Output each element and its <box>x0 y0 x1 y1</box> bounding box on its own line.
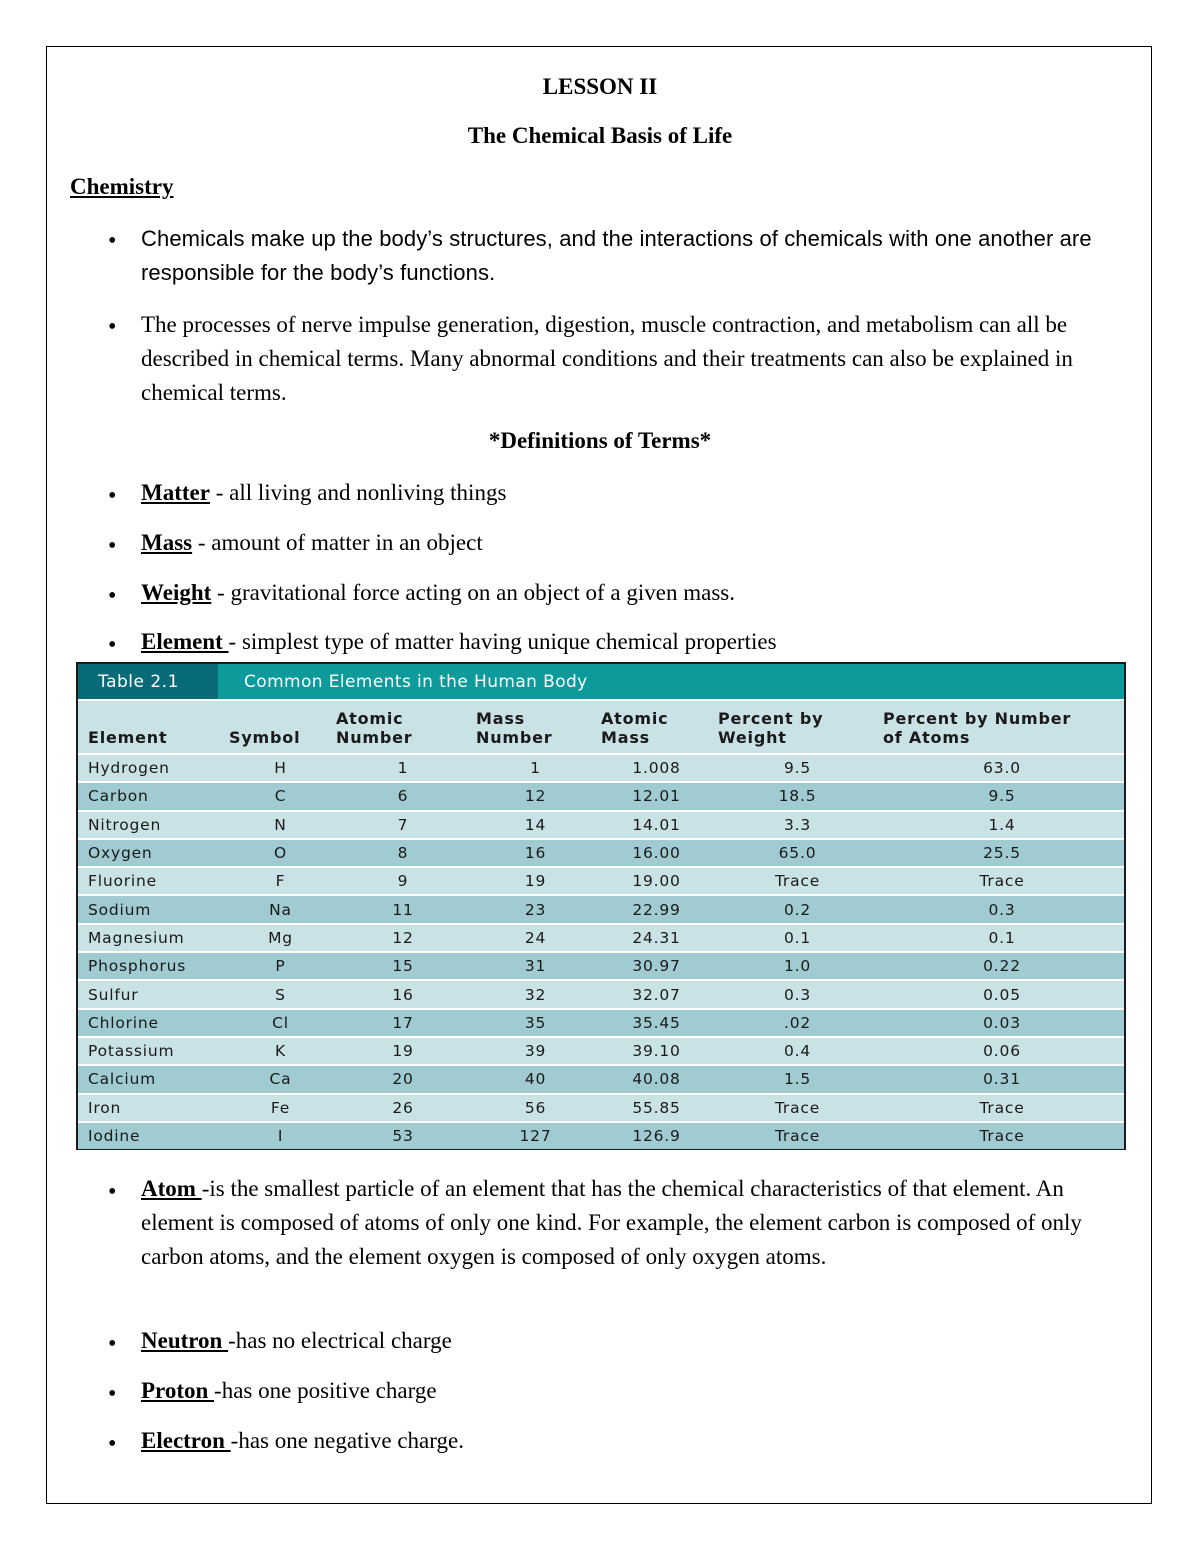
col-header-text: of Atoms <box>883 728 971 747</box>
definition-separator: - <box>209 480 230 505</box>
cell-percent-weight: Trace <box>715 867 880 895</box>
cell-mass-number: 19 <box>473 867 598 895</box>
cell-symbol: C <box>228 782 333 810</box>
cell-atomic-mass: 19.00 <box>598 867 715 895</box>
cell-atomic-number: 19 <box>333 1037 473 1065</box>
cell-percent-weight: 0.2 <box>715 895 880 923</box>
cell-percent-weight: 9.5 <box>715 755 880 782</box>
cell-element: Calcium <box>78 1065 228 1093</box>
cell-atomic-number: 20 <box>333 1065 473 1093</box>
cell-atomic-mass: 12.01 <box>598 782 715 810</box>
cell-element: Potassium <box>78 1037 228 1065</box>
definition-separator: - <box>192 530 212 555</box>
table-row <box>78 1037 1124 1065</box>
cell-element: Iodine <box>78 1122 228 1149</box>
cell-atomic-mass: 22.99 <box>598 895 715 923</box>
elements-table-body <box>78 755 1124 1149</box>
table-row <box>78 1094 1124 1122</box>
term-label: Element <box>141 629 229 654</box>
cell-atomic-number: 15 <box>333 952 473 980</box>
cell-element: Oxygen <box>78 839 228 867</box>
cell-symbol: S <box>228 980 333 1008</box>
bullet-dot: • <box>108 1431 117 1457</box>
term-label: Proton <box>141 1378 215 1403</box>
definition-text: amount of matter in an object <box>211 530 483 555</box>
table-row <box>78 952 1124 980</box>
cell-percent-atoms: Trace <box>880 1122 1124 1149</box>
cell-atomic-mass: 32.07 <box>598 980 715 1008</box>
cell-element: Iron <box>78 1094 228 1122</box>
cell-percent-atoms: 0.3 <box>880 895 1124 923</box>
cell-mass-number: 35 <box>473 1009 598 1037</box>
cell-atomic-number: 53 <box>333 1122 473 1149</box>
definition-atom <box>141 1172 1116 1274</box>
cell-symbol: K <box>228 1037 333 1065</box>
cell-percent-weight: 0.1 <box>715 924 880 952</box>
cell-symbol: Fe <box>228 1094 333 1122</box>
term-label: Neutron <box>141 1328 229 1353</box>
cell-mass-number: 16 <box>473 839 598 867</box>
col-header-symbol <box>229 728 300 747</box>
cell-mass-number: 23 <box>473 895 598 923</box>
definitions-heading: *Definitions of Terms* <box>488 428 712 453</box>
table-row <box>78 867 1124 895</box>
cell-percent-atoms: 0.05 <box>880 980 1124 1008</box>
definition-weight <box>141 576 1116 610</box>
term-label: Electron <box>141 1428 231 1453</box>
bullet-dot: • <box>108 533 117 559</box>
cell-percent-weight: 3.3 <box>715 811 880 839</box>
cell-percent-atoms: 0.06 <box>880 1037 1124 1065</box>
cell-atomic-number: 16 <box>333 980 473 1008</box>
definition-text: -is the smallest particle of an element that has the chemical characteristics of that element. An element is composed of atoms of only one kind. For example, the element carbon is composed of only carbon atoms, and the element oxygen is composed of only oxygen atoms. <box>141 1176 1082 1269</box>
cell-percent-atoms: 0.31 <box>880 1065 1124 1093</box>
term-label: Atom <box>141 1176 202 1201</box>
col-header-percent-weight <box>718 709 823 747</box>
cell-atomic-number: 6 <box>333 782 473 810</box>
cell-symbol: Ca <box>228 1065 333 1093</box>
cell-element: Hydrogen <box>78 755 228 782</box>
lesson-heading: LESSON II <box>542 74 658 99</box>
cell-percent-atoms: Trace <box>880 1094 1124 1122</box>
cell-atomic-number: 12 <box>333 924 473 952</box>
bullet-dot: • <box>108 1331 117 1357</box>
col-header-text: Atomic <box>336 709 404 728</box>
table-label: Table 2.1 <box>78 664 218 699</box>
cell-atomic-number: 26 <box>333 1094 473 1122</box>
cell-element: Sodium <box>78 895 228 923</box>
definition-element <box>141 625 1116 659</box>
col-header-text: Symbol <box>229 728 301 747</box>
definition-mass <box>141 526 1116 560</box>
cell-percent-atoms: 63.0 <box>880 755 1124 782</box>
col-header-text: Atomic <box>601 709 669 728</box>
cell-atomic-mass: 1.008 <box>598 755 715 782</box>
bullet-dot: • <box>108 1179 117 1205</box>
cell-percent-atoms: 0.22 <box>880 952 1124 980</box>
cell-percent-weight: 1.0 <box>715 952 880 980</box>
cell-element: Carbon <box>78 782 228 810</box>
definition-text: simplest type of matter having unique chemical properties <box>241 629 777 654</box>
bullet-dot: • <box>108 228 117 254</box>
table-row <box>78 782 1124 810</box>
page-title: The Chemical Basis of Life <box>467 123 733 148</box>
col-header-text: Mass <box>476 709 525 728</box>
definition-proton <box>141 1374 1116 1408</box>
elements-table <box>76 662 1126 1150</box>
col-header-element <box>88 728 167 747</box>
cell-atomic-mass: 14.01 <box>598 811 715 839</box>
cell-element: Chlorine <box>78 1009 228 1037</box>
col-header-mass-number <box>476 709 552 747</box>
cell-element: Sulfur <box>78 980 228 1008</box>
cell-percent-atoms: 0.1 <box>880 924 1124 952</box>
cell-symbol: P <box>228 952 333 980</box>
table-row <box>78 1009 1124 1037</box>
cell-percent-weight: 1.5 <box>715 1065 880 1093</box>
chemistry-heading: Chemistry <box>70 174 174 199</box>
term-label: Matter <box>141 480 210 505</box>
cell-symbol: O <box>228 839 333 867</box>
cell-percent-weight: .02 <box>715 1009 880 1037</box>
cell-symbol: F <box>228 867 333 895</box>
cell-atomic-mass: 16.00 <box>598 839 715 867</box>
bullet-dot: • <box>108 632 117 658</box>
cell-mass-number: 12 <box>473 782 598 810</box>
cell-mass-number: 127 <box>473 1122 598 1149</box>
cell-symbol: N <box>228 811 333 839</box>
col-header-percent-atoms <box>883 709 1071 747</box>
cell-symbol: Mg <box>228 924 333 952</box>
cell-percent-atoms: Trace <box>880 867 1124 895</box>
table-row <box>78 839 1124 867</box>
cell-percent-weight: 18.5 <box>715 782 880 810</box>
cell-mass-number: 1 <box>473 755 598 782</box>
table-row <box>78 811 1124 839</box>
cell-percent-atoms: 9.5 <box>880 782 1124 810</box>
cell-percent-atoms: 1.4 <box>880 811 1124 839</box>
col-header-atomic-mass <box>601 709 668 747</box>
definition-text: gravitational force acting on an object of a given mass. <box>230 580 735 605</box>
cell-element: Magnesium <box>78 924 228 952</box>
cell-atomic-mass: 40.08 <box>598 1065 715 1093</box>
cell-percent-weight: 0.4 <box>715 1037 880 1065</box>
cell-atomic-mass: 55.85 <box>598 1094 715 1122</box>
cell-atomic-mass: 30.97 <box>598 952 715 980</box>
term-label: Mass <box>141 530 193 555</box>
col-header-text: Number <box>336 728 413 747</box>
table-caption: Common Elements in the Human Body <box>244 671 588 692</box>
bullet-dot: • <box>108 1381 117 1407</box>
cell-percent-weight: Trace <box>715 1094 880 1122</box>
definition-text: -has no electrical charge <box>228 1328 452 1353</box>
definition-text: -has one positive charge <box>214 1378 437 1403</box>
cell-mass-number: 31 <box>473 952 598 980</box>
table-row <box>78 1122 1124 1149</box>
cell-atomic-mass: 126.9 <box>598 1122 715 1149</box>
cell-symbol: H <box>228 755 333 782</box>
cell-mass-number: 40 <box>473 1065 598 1093</box>
definition-text: all living and nonliving things <box>229 480 507 505</box>
bullet-dot: • <box>108 583 117 609</box>
definition-electron <box>141 1424 1116 1458</box>
cell-symbol: Na <box>228 895 333 923</box>
cell-atomic-number: 17 <box>333 1009 473 1037</box>
col-header-text: Percent by <box>718 709 824 728</box>
table-row <box>78 895 1124 923</box>
col-header-text: Weight <box>718 728 787 747</box>
cell-percent-weight: 0.3 <box>715 980 880 1008</box>
cell-atomic-number: 8 <box>333 839 473 867</box>
cell-mass-number: 32 <box>473 980 598 1008</box>
definition-separator: - <box>211 580 231 605</box>
cell-atomic-mass: 24.31 <box>598 924 715 952</box>
cell-atomic-mass: 35.45 <box>598 1009 715 1037</box>
bullet-dot: • <box>108 483 117 509</box>
cell-percent-atoms: 25.5 <box>880 839 1124 867</box>
col-header-text: Element <box>88 728 168 747</box>
chemistry-bullet-2: The processes of nerve impulse generation, digestion, muscle contraction, and metabolism can all be described in chemical terms. Many abnormal conditions and their treatments can also be explained in chemical terms. <box>141 312 1073 405</box>
cell-percent-weight: Trace <box>715 1122 880 1149</box>
chemistry-bullet-1: Chemicals make up the body’s structures, and the interactions of chemicals with one another are responsible for the body’s functions. <box>141 226 1092 285</box>
definition-neutron <box>141 1324 1116 1358</box>
cell-atomic-number: 7 <box>333 811 473 839</box>
cell-mass-number: 39 <box>473 1037 598 1065</box>
cell-symbol: Cl <box>228 1009 333 1037</box>
cell-element: Fluorine <box>78 867 228 895</box>
col-header-atomic-number <box>336 709 412 747</box>
cell-atomic-number: 11 <box>333 895 473 923</box>
definition-text: -has one negative charge. <box>230 1428 464 1453</box>
table-header-row <box>78 699 1124 755</box>
table-row <box>78 755 1124 782</box>
col-header-text: Number <box>476 728 553 747</box>
cell-percent-atoms: 0.03 <box>880 1009 1124 1037</box>
table-row <box>78 980 1124 1008</box>
cell-percent-weight: 65.0 <box>715 839 880 867</box>
table-row <box>78 1065 1124 1093</box>
cell-symbol: I <box>228 1122 333 1149</box>
cell-element: Nitrogen <box>78 811 228 839</box>
table-row <box>78 924 1124 952</box>
term-label: Weight <box>141 580 212 605</box>
cell-mass-number: 14 <box>473 811 598 839</box>
cell-element: Phosphorus <box>78 952 228 980</box>
col-header-text: Mass <box>601 728 650 747</box>
table-title-bar <box>78 664 1124 699</box>
cell-atomic-number: 9 <box>333 867 473 895</box>
cell-atomic-number: 1 <box>333 755 473 782</box>
col-header-text: Percent by Number <box>883 709 1072 728</box>
cell-mass-number: 24 <box>473 924 598 952</box>
cell-atomic-mass: 39.10 <box>598 1037 715 1065</box>
definition-matter <box>141 476 1116 510</box>
bullet-dot: • <box>108 314 117 340</box>
cell-mass-number: 56 <box>473 1094 598 1122</box>
definition-separator: - <box>228 629 242 654</box>
